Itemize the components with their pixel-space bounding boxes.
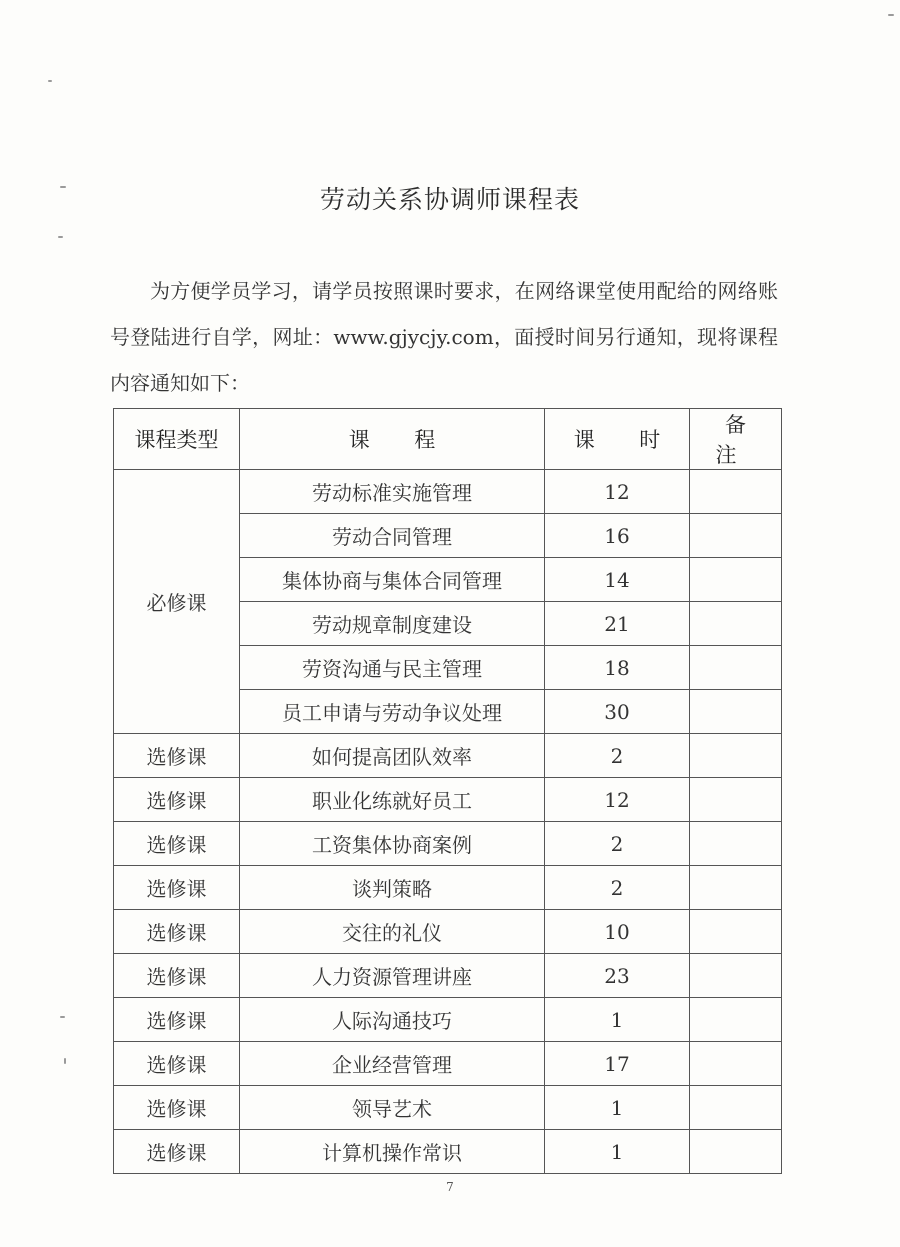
course-cell: 谈判策略 <box>240 866 545 910</box>
notes-cell <box>690 514 782 558</box>
table-header-row <box>114 409 782 470</box>
notes-cell <box>690 690 782 734</box>
page-number: 7 <box>446 1180 454 1194</box>
scan-speck <box>48 80 52 82</box>
notes-cell <box>690 954 782 998</box>
hours-cell: 23 <box>545 954 690 998</box>
course-table <box>113 408 782 1174</box>
required-type-cell: 必修课 <box>114 470 240 734</box>
scan-speck <box>64 1058 66 1064</box>
hours-cell: 12 <box>545 470 690 514</box>
table-row <box>114 1042 782 1086</box>
hours-cell: 21 <box>545 602 690 646</box>
table-row <box>114 470 782 514</box>
hours-cell: 2 <box>545 822 690 866</box>
course-cell: 企业经营管理 <box>240 1042 545 1086</box>
hours-cell: 1 <box>545 1086 690 1130</box>
scan-speck <box>888 14 894 16</box>
document-title: 劳动关系协调师课程表 <box>319 185 580 214</box>
hours-cell: 2 <box>545 866 690 910</box>
scan-speck <box>58 236 63 238</box>
course-cell: 劳资沟通与民主管理 <box>240 646 545 690</box>
hours-cell: 14 <box>545 558 690 602</box>
notes-cell <box>690 822 782 866</box>
hours-cell: 1 <box>545 998 690 1042</box>
hours-cell: 30 <box>545 690 690 734</box>
course-cell: 集体协商与集体合同管理 <box>240 558 545 602</box>
table-row <box>114 866 782 910</box>
hours-cell: 10 <box>545 910 690 954</box>
header-course-type: 课程类型 <box>114 409 240 470</box>
notes-cell <box>690 866 782 910</box>
table-row <box>114 1130 782 1174</box>
course-cell: 劳动规章制度建设 <box>240 602 545 646</box>
notes-cell <box>690 998 782 1042</box>
header-course-label: 课 程 <box>348 428 455 452</box>
table-row <box>114 954 782 998</box>
table-row <box>114 822 782 866</box>
header-course <box>240 409 545 470</box>
notes-cell <box>690 1086 782 1130</box>
type-cell: 选修课 <box>114 954 240 998</box>
type-cell: 选修课 <box>114 866 240 910</box>
type-cell: 选修课 <box>114 778 240 822</box>
course-cell: 职业化练就好员工 <box>240 778 545 822</box>
intro-paragraph: 为方便学员学习，请学员按照课时要求，在网络课堂使用配给的网络账号登陆进行自学，网址：www.gjycjy.com，面授时间另行通知，现将课程内容通知如下： <box>110 279 778 395</box>
notes-cell <box>690 602 782 646</box>
hours-cell: 2 <box>545 734 690 778</box>
hours-cell: 1 <box>545 1130 690 1174</box>
notes-cell <box>690 470 782 514</box>
type-cell: 选修课 <box>114 1042 240 1086</box>
notes-cell <box>690 646 782 690</box>
course-cell: 如何提高团队效率 <box>240 734 545 778</box>
type-cell: 选修课 <box>114 822 240 866</box>
table-row <box>114 1086 782 1130</box>
type-cell: 选修课 <box>114 910 240 954</box>
course-cell: 人力资源管理讲座 <box>240 954 545 998</box>
table-row <box>114 778 782 822</box>
notes-cell <box>690 1130 782 1174</box>
scan-speck <box>60 1016 65 1018</box>
hours-cell: 18 <box>545 646 690 690</box>
table-row <box>114 910 782 954</box>
header-notes <box>690 409 782 470</box>
type-cell: 选修课 <box>114 998 240 1042</box>
hours-cell: 12 <box>545 778 690 822</box>
type-cell: 选修课 <box>114 734 240 778</box>
notes-cell <box>690 910 782 954</box>
notes-cell <box>690 778 782 822</box>
course-cell: 工资集体协商案例 <box>240 822 545 866</box>
notes-cell <box>690 734 782 778</box>
course-cell: 计算机操作常识 <box>240 1130 545 1174</box>
notes-cell <box>690 558 782 602</box>
hours-cell: 16 <box>545 514 690 558</box>
course-cell: 人际沟通技巧 <box>240 998 545 1042</box>
hours-cell: 17 <box>545 1042 690 1086</box>
table-row <box>114 734 782 778</box>
course-cell: 劳动合同管理 <box>240 514 545 558</box>
course-cell: 领导艺术 <box>240 1086 545 1130</box>
table-row <box>114 998 782 1042</box>
type-cell: 选修课 <box>114 1086 240 1130</box>
notes-cell <box>690 1042 782 1086</box>
type-cell: 选修课 <box>114 1130 240 1174</box>
header-hours <box>545 409 690 470</box>
course-cell: 交往的礼仪 <box>240 910 545 954</box>
header-hours-label: 课 时 <box>573 428 680 452</box>
course-cell: 员工申请与劳动争议处理 <box>240 690 545 734</box>
header-notes-label: 备 注 <box>715 413 765 467</box>
course-cell: 劳动标准实施管理 <box>240 470 545 514</box>
